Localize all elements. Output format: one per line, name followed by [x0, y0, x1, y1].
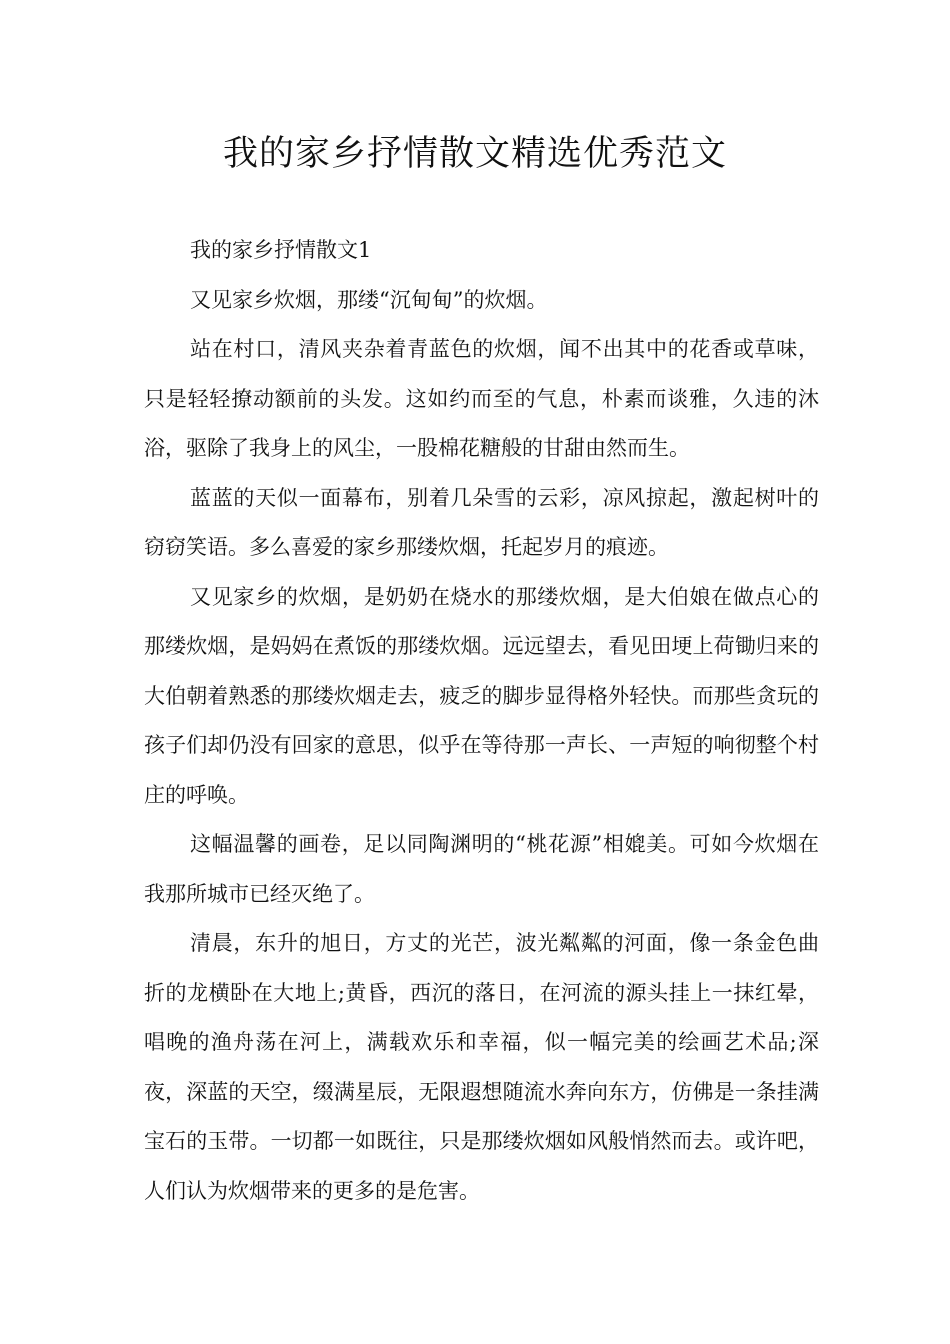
paragraph: 蓝蓝的天似一面幕布，别着几朵雪的云彩，凉风掠起，激起树叶的窃窃笑语。多么喜爱的家乡那缕炊烟，托起岁月的痕迹。: [144, 485, 819, 559]
paragraph: 又见家乡炊烟，那缕“沉甸甸”的炊烟。: [190, 287, 548, 312]
paragraph: 这幅温馨的画卷，足以同陶渊明的“桃花源”相媲美。可如今炊烟在我那所城市已经灭绝了。: [144, 832, 819, 906]
paragraph: 清晨，东升的旭日，方丈的光芒，波光粼粼的河面，像一条金色曲折的龙横卧在大地上;黄昏，西沉的落日，在河流的源头挂上一抹红晕，唱晚的渔舟荡在河上，满载欢乐和幸福，似一幅完美的绘画艺术品;深夜，深蓝的天空，缀满星辰，无限遐想随流水奔向东方，仿佛是一条挂满宝石的玉带。一切都一如既往，只是那缕炊烟如风般悄然而去。或许吧，人们认为炊烟带来的更多的是危害。: [144, 931, 819, 1203]
document-title: 我的家乡抒情散文精选优秀范文: [222, 134, 727, 174]
paragraph: 站在村口，清风夹杂着青蓝色的炊烟，闻不出其中的花香或草味，只是轻轻撩动额前的头发。这如约而至的气息，朴素而谈雅，久违的沐浴，驱除了我身上的风尘，一股棉花糖般的甘甜由然而生。: [144, 337, 819, 460]
paragraph-heading: 我的家乡抒情散文1: [190, 238, 372, 262]
paragraph: 又见家乡的炊烟，是奶奶在烧水的那缕炊烟，是大伯娘在做点心的那缕炊烟，是妈妈在煮饭的那缕炊烟。远远望去，看见田埂上荷锄归来的大伯朝着熟悉的那缕炊烟走去，疲乏的脚步显得格外轻快。而那些贪玩的孩子们却仍没有回家的意思，似乎在等待那一声长、一声短的响彻整个村庄的呼唤。: [144, 584, 819, 807]
document-body: [144, 226, 819, 1216]
